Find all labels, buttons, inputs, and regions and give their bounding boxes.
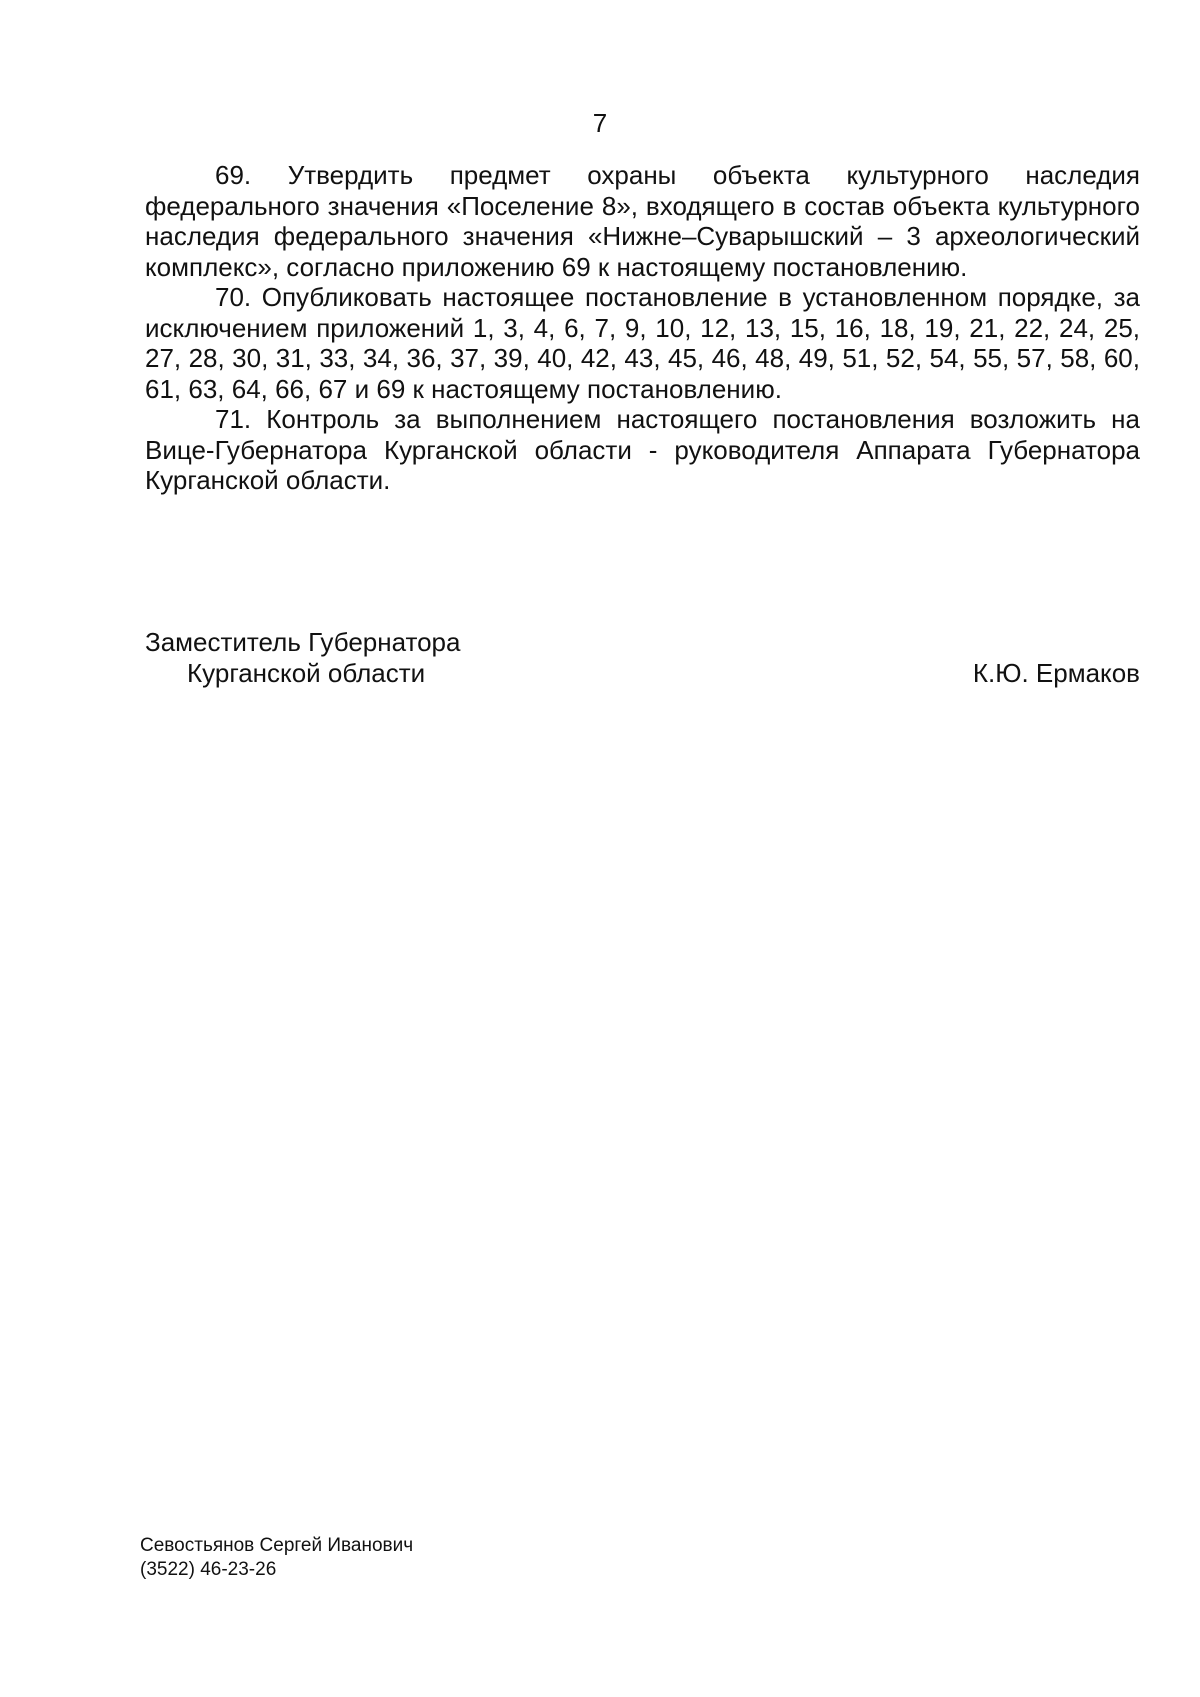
document-body — [145, 160, 1140, 496]
paragraph-70: 70. Опубликовать настоящее постановление в установленном порядке, за исключением приложений 1, 3, 4, 6, 7, 9, 10, 12, 13, 15, 16, 18, 19, 21, 22, 24, 25, 27, 28, 30, 31, 33, 34, 36, 37, 39, 40, 42, 43, 45, 46, 48, 49, 51, 52, 54, 55, 57, 58, 60, 61, 63, 64, 66, 67 и 69 к настоящему постановлению. — [145, 282, 1140, 404]
executor-name: Севостьянов Сергей Иванович — [140, 1535, 414, 1556]
signatory-title-line-2: Курганской области — [187, 658, 426, 688]
executor-block — [140, 1534, 413, 1582]
paragraph-69: 69. Утвердить предмет охраны объекта культурного наследия федерального значения «Поселение 8», входящего в состав объекта культурного наследия федерального значения «Нижне–Суварышский – 3 археологический комплекс», согласно приложению 69 к настоящему постановлению. — [145, 160, 1140, 282]
signature-block — [145, 627, 1140, 689]
paragraph-71: 71. Контроль за выполнением настоящего постановления возложить на Вице-Губернатора Курганской области - руководителя Аппарата Губернатора Курганской области. — [145, 404, 1140, 495]
page-number: 7 — [592, 108, 608, 138]
signatory-title-line-1: Заместитель Губернатора — [145, 627, 461, 657]
signatory-name: К.Ю. Ермаков — [972, 658, 1140, 688]
executor-phone: (3522) 46-23-26 — [140, 1559, 277, 1580]
